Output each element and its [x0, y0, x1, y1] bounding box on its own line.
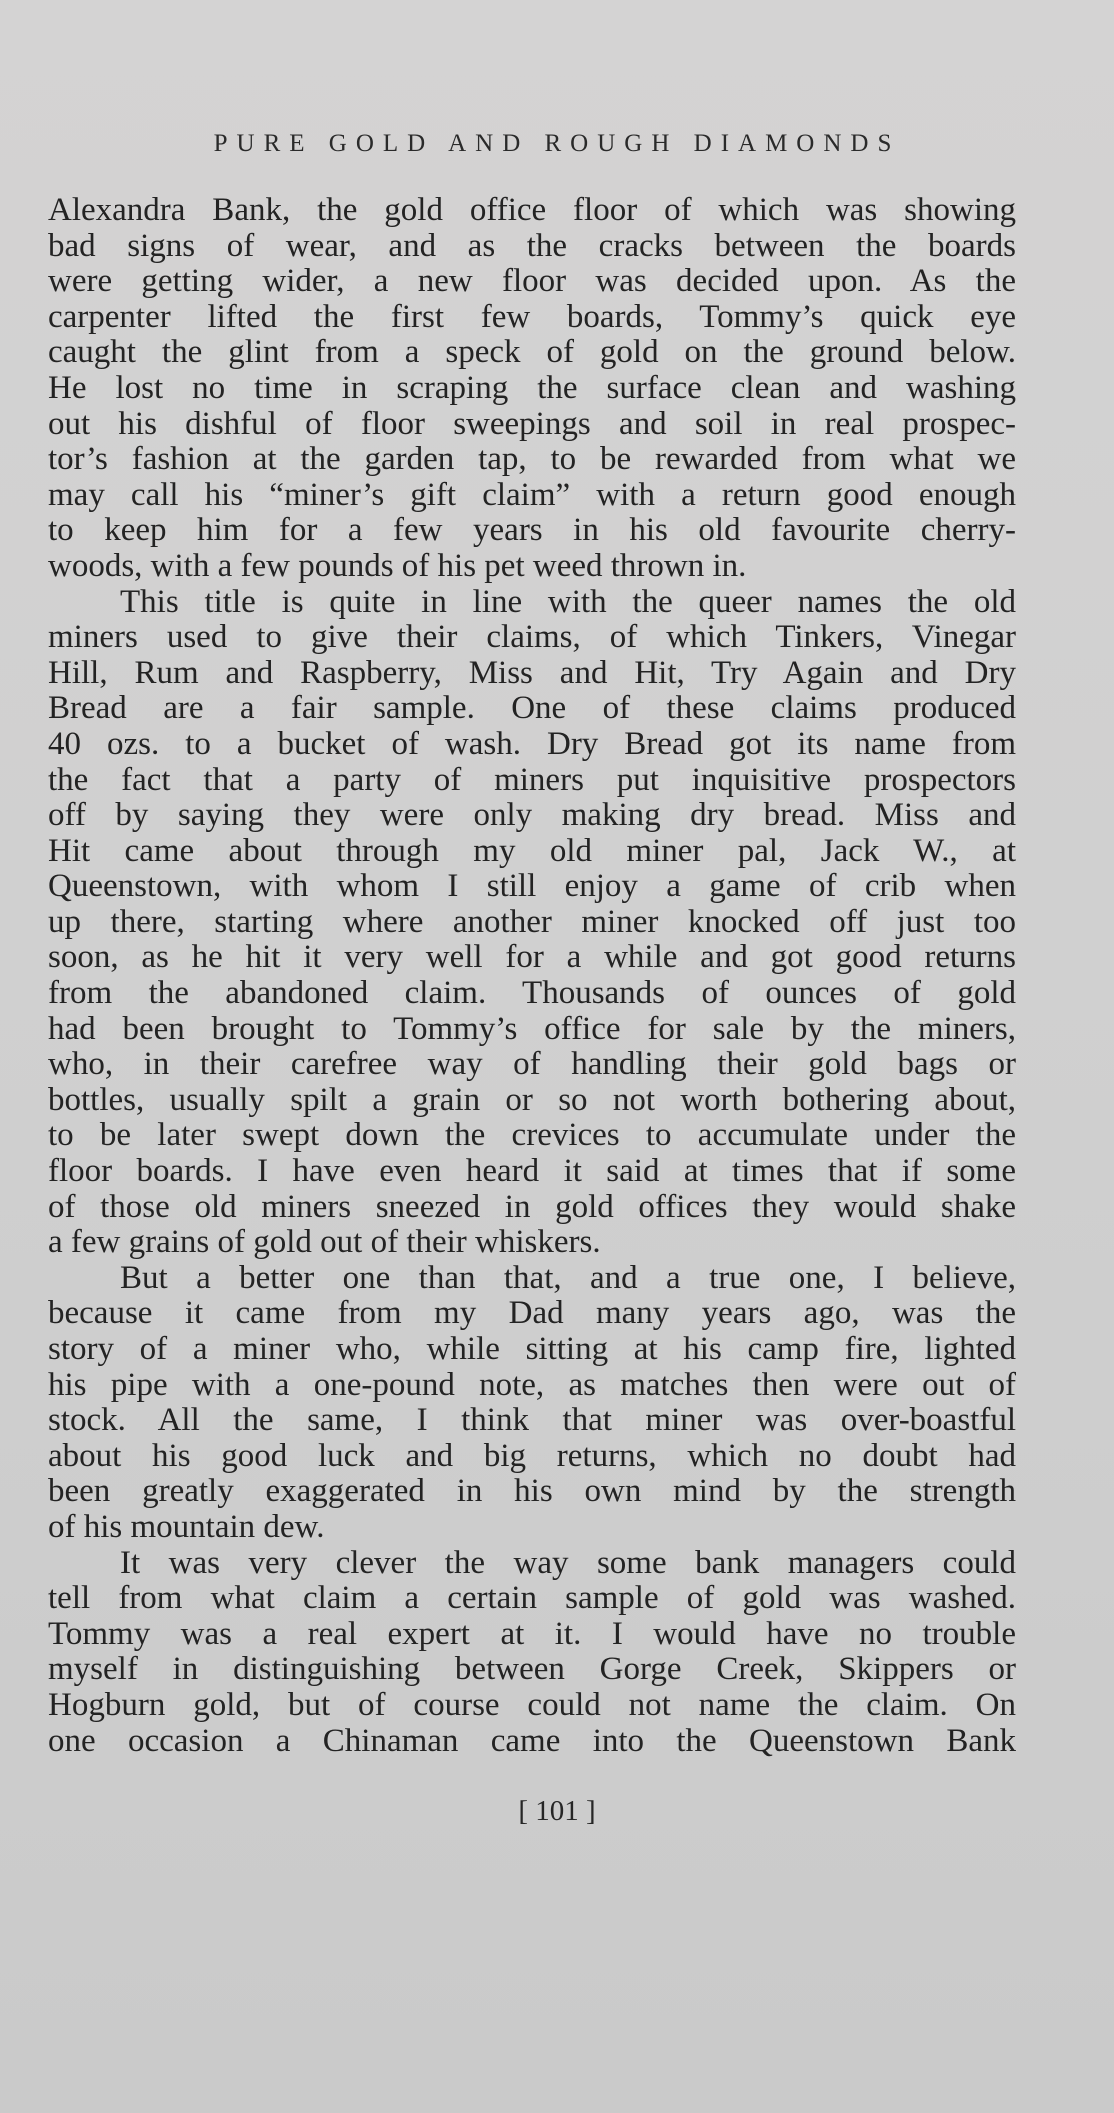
text-line: myself in distinguishing between Gorge Creek, Skippers or — [48, 1652, 1016, 1688]
text-line: Alexandra Bank, the gold office floor of which was showing — [48, 193, 1016, 228]
text-line: a few grains of gold out of their whiskers. — [48, 1225, 601, 1261]
text-line: soon, as he hit it very well for a while and got good returns — [48, 940, 1016, 976]
text-line: Hill, Rum and Raspberry, Miss and Hit, Try Again and Dry — [48, 655, 1016, 691]
body-text — [48, 193, 1016, 1759]
text-line: woods, with a few pounds of his pet weed thrown in. — [48, 548, 747, 584]
text-line: Queenstown, with whom I still enjoy a game of crib when — [48, 869, 1016, 905]
text-line: to be later swept down the crevices to accumulate under the — [48, 1118, 1016, 1154]
text-line: caught the glint from a speck of gold on the ground below. — [48, 335, 1016, 371]
text-line: tor’s fashion at the garden tap, to be rewarded from what we — [48, 442, 1016, 478]
text-line: had been brought to Tommy’s office for sale by the miners, — [48, 1011, 1016, 1047]
text-line: to keep him for a few years in his old favourite cherry- — [48, 513, 1016, 549]
text-line: the fact that a party of miners put inquisitive prospectors — [48, 762, 1016, 798]
text-line: It was very clever the way some bank managers could — [120, 1545, 1016, 1581]
text-line: miners used to give their claims, of which Tinkers, Vinegar — [48, 620, 1016, 656]
text-line: Hogburn gold, but of course could not name the claim. On — [48, 1687, 1016, 1723]
text-line: This title is quite in line with the queer names the old — [120, 584, 1016, 620]
text-line: carpenter lifted the first few boards, Tommy’s quick eye — [48, 299, 1016, 335]
text-line: about his good luck and big returns, which no doubt had — [48, 1438, 1016, 1474]
running-head: PURE GOLD AND ROUGH DIAMONDS — [213, 130, 901, 157]
text-line: who, in their carefree way of handling their gold bags or — [48, 1047, 1016, 1083]
text-line: one occasion a Chinaman came into the Queenstown Bank — [48, 1723, 1016, 1759]
text-line: tell from what claim a certain sample of gold was washed. — [48, 1581, 1016, 1617]
text-line: up there, starting where another miner knocked off just too — [48, 904, 1016, 940]
text-line: Bread are a fair sample. One of these claims produced — [48, 691, 1016, 727]
text-line: of those old miners sneezed in gold offices they would shake — [48, 1189, 1016, 1225]
text-line: story of a miner who, while sitting at his camp fire, lighted — [48, 1332, 1016, 1367]
text-line: But a better one than that, and a true one, I believe, — [120, 1260, 1016, 1296]
text-line: floor boards. I have even heard it said at times that if some — [48, 1154, 1016, 1190]
text-line: may call his “miner’s gift claim” with a return good enough — [48, 477, 1016, 513]
text-line: Hit came about through my old miner pal, Jack W., at — [48, 833, 1016, 869]
text-line: of his mountain dew. — [48, 1509, 325, 1545]
text-line: off by saying they were only making dry bread. Miss and — [48, 798, 1016, 834]
text-line: Tommy was a real expert at it. I would have no trouble — [48, 1616, 1016, 1652]
text-line: bottles, usually spilt a grain or so not worth bothering about, — [48, 1082, 1016, 1118]
text-line: his pipe with a one-pound note, as matches then were out of — [48, 1367, 1016, 1403]
text-line: out his dishful of floor sweepings and soil in real prospec- — [48, 406, 1016, 442]
text-line: bad signs of wear, and as the cracks between the boards — [48, 228, 1016, 264]
text-line: been greatly exaggerated in his own mind by the strength — [48, 1474, 1016, 1510]
text-line: from the abandoned claim. Thousands of ounces of gold — [48, 976, 1016, 1012]
text-line: 40 ozs. to a bucket of wash. Dry Bread got its name from — [48, 726, 1016, 762]
text-line: He lost no time in scraping the surface clean and washing — [48, 370, 1016, 406]
text-line: stock. All the same, I think that miner was over-boastful — [48, 1403, 1016, 1439]
text-line: because it came from my Dad many years ago, was the — [48, 1296, 1016, 1332]
text-line: were getting wider, a new floor was decided upon. As the — [48, 264, 1016, 300]
page-number: [ 101 ] — [518, 1795, 596, 1827]
